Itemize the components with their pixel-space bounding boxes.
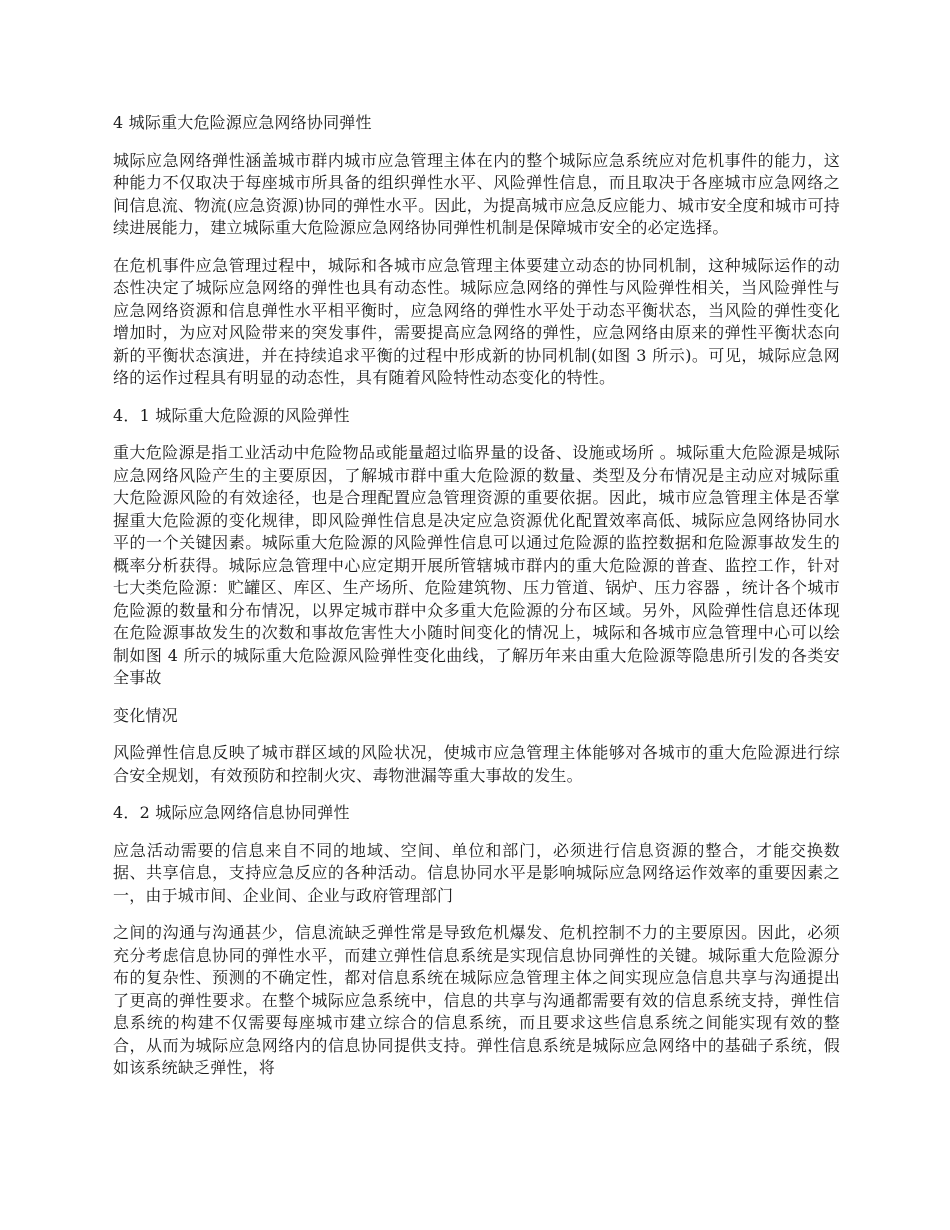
section-4-1-paragraph-2: 风险弹性信息反映了城市群区域的风险状况，使城市应急管理主体能够对各城市的重大危险源进行综合安全规划，有效预防和控制火灾、毒物泄漏等重大事故的发生。 [113, 743, 840, 785]
section-4-1-fragment: 变化情况 [113, 705, 178, 725]
section-4-2-paragraph-1: 应急活动需要的信息来自不同的地域、空间、单位和部门，必须进行信息资源的整合，才能交换数据、共享信息，支持应急反应的各种活动。信息协同水平是影响城际应急网络运作效率的重要因素之一，由于城市间、企业间、企业与政府管理部门 [113, 840, 840, 905]
section-4-2-heading: 4．2 城际应急网络信息协同弹性 [113, 803, 350, 822]
section-4-heading: 4 城际重大危险源应急网络协同弹性 [113, 113, 372, 132]
section-4-paragraph-2: 在危机事件应急管理过程中，城际和各城市应急管理主体要建立动态的协同机制，这种城际运作的动态性决定了城际应急网络的弹性也具有动态性。城际应急网络的弹性与风险弹性相关，当风险弹性与应急网络资源和信息弹性水平相平衡时，应急网络的弹性水平处于动态平衡状态，当风险的弹性变化增加时，为应对风险带来的突发事件，需要提高应急网络的弹性，应急网络由原来的弹性平衡状态向新的平衡状态演进，并在持续追求平衡的过程中形成新的协同机制(如图 3 所示)。可见，城际应急网络的运作过程具有明显的动态性，具有随着风险特性动态变化的特性。 [113, 255, 840, 387]
section-4-paragraph-1: 城际应急网络弹性涵盖城市群内城市应急管理主体在内的整个城际应急系统应对危机事件的能力，这种能力不仅取决于每座城市所具备的组织弹性水平、风险弹性信息，而且取决于各座城市应急网络之间信息流、物流(应急资源)协同的弹性水平。因此，为提高城市应急反应能力、城市安全度和城市可持续进展能力，建立城际重大危险源应急网络协同弹性机制是保障城市安全的必定选择。 [113, 150, 840, 237]
section-4-2-paragraph-2: 之间的沟通与沟通甚少，信息流缺乏弹性常是导致危机爆发、危机控制不力的主要原因。因此，必须充分考虑信息协同的弹性水平，而建立弹性信息系统是实现信息协同弹性的关键。城际重大危险源分布的复杂性、预测的不确定性，都对信息系统在城际应急管理主体之间实现应急信息共享与沟通提出了更高的弹性要求。在整个城际应急系统中，信息的共享与沟通都需要有效的信息系统支持，弹性信息系统的构建不仅需要每座城市建立综合的信息系统，而且要求这些信息系统之间能实现有效的整合，从而为城际应急网络内的信息协同提供支持。弹性信息系统是城际应急网络中的基础子系统，假如该系统缺乏弹性，将 [113, 923, 840, 1077]
section-4-1-paragraph-1: 重大危险源是指工业活动中危险物品或能量超过临界量的设备、设施或场所 。城际重大危险源是城际应急网络风险产生的主要原因，了解城市群中重大危险源的数量、类型及分布情况是主动应对城际重大危险源风险的有效途径，也是合理配置应急管理资源的重要依据。因此，城市应急管理主体是否掌握重大危险源的变化规律，即风险弹性信息是决定应急资源优化配置效率高低、城际应急网络协同水平的一个关键因素。城际重大危险源的风险弹性信息可以通过危险源的监控数据和危险源事故发生的概率分析获得。城际应急管理中心应定期开展所管辖城市群内的重大危险源的普查、监控工作，针对七大类危险源：贮罐区、库区、生产场所、危险建筑物、压力管道、锅炉、压力容器 ，统计各个城市危险源的数量和分布情况，以界定城市群中众多重大危险源的分布区域。另外，风险弹性信息还体现在危险源事故发生的次数和事故危害性大小随时间变化的情况上，城际和各城市应急管理中心可以绘制如图 4 所示的城际重大危险源风险弹性变化曲线，了解历年来由重大危险源等隐患所引发的各类安全事故 [113, 443, 840, 687]
document-page [113, 112, 840, 1095]
section-4-1-heading: 4．1 城际重大危险源的风险弹性 [113, 405, 350, 425]
